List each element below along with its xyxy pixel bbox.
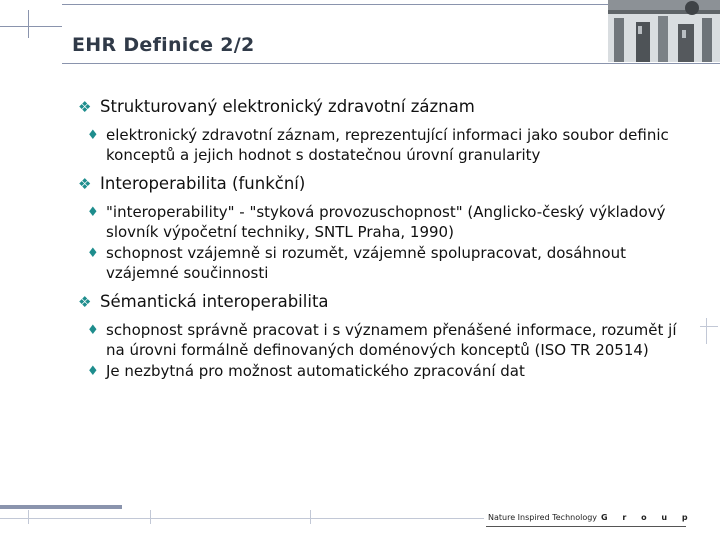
section-heading	[78, 96, 678, 118]
section-heading-text: Interoperabilita (funkční)	[100, 174, 306, 193]
diamond-bullet-icon: ❖	[78, 98, 92, 116]
title-underline	[62, 63, 720, 64]
list-item	[77, 126, 678, 165]
section-structured-ehr	[78, 96, 678, 165]
bottom-left-bar	[0, 505, 122, 509]
bottom-deco-line	[0, 518, 484, 519]
small-diamond-bullet-icon: ♦	[87, 246, 99, 261]
diamond-bullet-icon: ❖	[78, 175, 92, 193]
list-item	[77, 362, 678, 382]
bottom-deco-tick-3	[310, 510, 311, 524]
small-diamond-bullet-icon: ♦	[87, 128, 99, 143]
footer-group-text: G r o u p	[601, 513, 694, 522]
list-item-text: schopnost správně pracovat i s významem přenášené informace, rozumět jí na úrovni formálně definovaných doménových konceptů (ISO TR 20514)	[106, 321, 677, 359]
list-item	[77, 321, 678, 360]
list-item	[77, 244, 678, 283]
footer-brand	[488, 513, 694, 522]
diamond-bullet-icon: ❖	[78, 293, 92, 311]
right-deco-vertical	[706, 318, 707, 344]
right-deco-horizontal	[700, 326, 718, 327]
small-diamond-bullet-icon: ♦	[87, 364, 99, 379]
section-semantic-interoperability	[78, 291, 678, 382]
list-item	[77, 203, 678, 242]
list-item-text: elektronický zdravotní záznam, reprezentující informaci jako soubor definic konceptů a jejich hodnot s dostatečnou úrovní granularity	[106, 126, 669, 164]
small-diamond-bullet-icon: ♦	[87, 205, 99, 220]
section-heading	[78, 173, 678, 195]
list-item-text: Je nezbytná pro možnost automatického zpracování dat	[106, 362, 525, 380]
slide-title: EHR Definice 2/2	[72, 34, 255, 56]
section-heading	[78, 291, 678, 313]
section-heading-text: Strukturovaný elektronický zdravotní záznam	[100, 97, 475, 116]
corner-line-vertical	[28, 10, 29, 38]
bottom-deco-tick-1	[28, 510, 29, 524]
slide-content	[78, 96, 678, 390]
section-interoperability	[78, 173, 678, 283]
small-diamond-bullet-icon: ♦	[87, 323, 99, 338]
footer-text: Nature Inspired Technology	[488, 513, 598, 522]
corner-line-horizontal	[0, 26, 62, 27]
building-photo	[608, 0, 720, 62]
bottom-deco-tick-2	[150, 510, 151, 524]
list-item-text: schopnost vzájemně si rozumět, vzájemně spolupracovat, dosáhnout vzájemné součinnosti	[106, 244, 626, 282]
footer-underline	[486, 526, 686, 527]
footer-group	[601, 513, 694, 522]
top-border-line	[62, 4, 608, 5]
list-item-text: "interoperability" - "styková provozuschopnost" (Anglicko-český výkladový slovník výpočetní techniky, SNTL Praha, 1990)	[106, 203, 666, 241]
section-heading-text: Sémantická interoperabilita	[100, 292, 329, 311]
